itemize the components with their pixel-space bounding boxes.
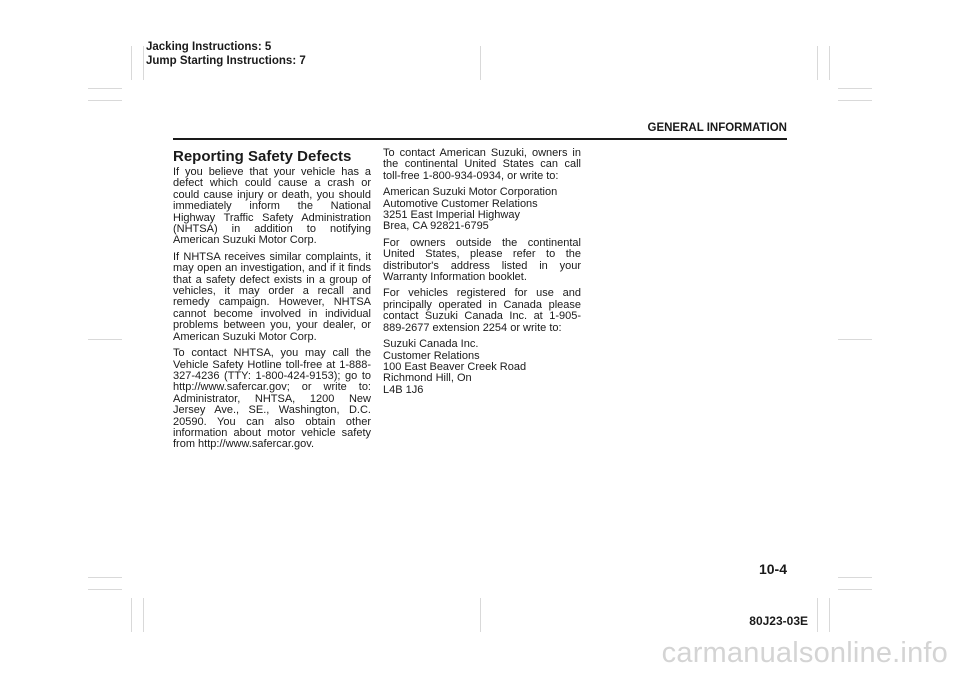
- address-line: 100 East Beaver Creek Road: [383, 360, 527, 373]
- section-heading: Reporting Safety Defects: [173, 148, 352, 165]
- address-suzuki-canada: [383, 339, 581, 396]
- address-line: 3251 East Imperial Highway: [383, 209, 520, 222]
- address-line: American Suzuki Motor Corporation: [383, 186, 558, 199]
- top-note-line-2: Jump Starting Instructions: 7: [146, 55, 306, 67]
- paragraph-nhtsa-contact: To contact NHTSA, you may call the Vehicle Safety Hotline toll-free at 1-888-327-4236 (TTY: 1-800-424-9153); go to http://www.safercar.gov; or write to: Administrator, NHTSA, 1200 New Jersey Ave., SE., Washington, D.C. 20590. You can also obtain other information about motor vehicle safety from http://www.safercar.gov.: [173, 347, 371, 451]
- address-line: Richmond Hill, On: [383, 372, 472, 385]
- paragraph-defect-reporting: If you believe that your vehicle has a defect which could cause a crash or could cause injury or death, you should immediately inform the National Highway Traffic Safety Administration (NHTSA) in addition to notifying American Suzuki Motor Corp.: [173, 166, 371, 247]
- paragraph-outside-us: For owners outside the continental United States, please refer to the distributor's address listed in your Warranty Information booklet.: [383, 236, 581, 284]
- top-note: [146, 40, 306, 68]
- paragraph-suzuki-contact: To contact American Suzuki, owners in the continental United States can call toll-free 1-800-934-0934, or write to:: [383, 147, 581, 182]
- paragraph-nhtsa-investigation: If NHTSA receives similar complaints, it may open an investigation, and if it finds that a safety defect exists in a group of vehicles, it may order a recall and remedy campaign. However, NHTSA cannot become involved in individual problems between you, your dealer, or American Suzuki Motor Corp.: [173, 250, 371, 343]
- page-number: 10-4: [758, 561, 787, 577]
- header-rule: [173, 138, 787, 140]
- section-header: GENERAL INFORMATION: [647, 122, 787, 134]
- paragraph-canada: For vehicles registered for use and principally operated in Canada please contact Suzuki Canada Inc. at 1-905-889-2677 extension 2254 or write to:: [383, 287, 581, 334]
- document-code: 80J23-03E: [749, 614, 808, 628]
- left-column: [173, 148, 371, 456]
- address-line: Suzuki Canada Inc.: [383, 338, 479, 351]
- address-american-suzuki: [383, 187, 581, 233]
- watermark: carmanualsonline.info: [661, 637, 948, 669]
- address-line: Automotive Customer Relations: [383, 197, 538, 210]
- right-column: [383, 148, 581, 401]
- address-line: Brea, CA 92821-6795: [383, 220, 489, 233]
- address-line: Customer Relations: [383, 349, 480, 362]
- top-note-line-1: Jacking Instructions: 5: [146, 41, 272, 53]
- address-line: L4B 1J6: [383, 383, 424, 396]
